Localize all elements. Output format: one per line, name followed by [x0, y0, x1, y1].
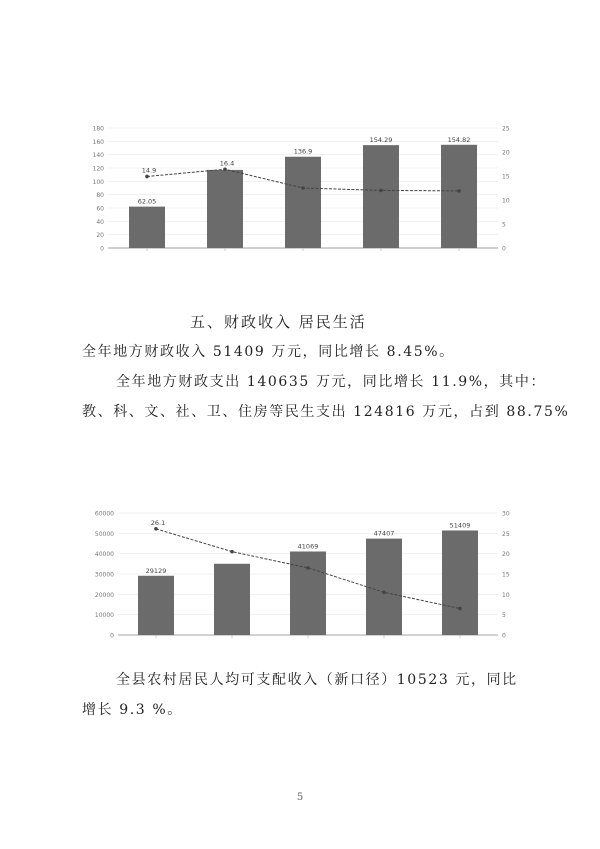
- line-point: [230, 550, 234, 554]
- line-point: [145, 175, 149, 179]
- y-tick-label: 40: [96, 218, 104, 226]
- y-tick-label: 80: [96, 192, 104, 200]
- bar: [214, 564, 250, 635]
- y2-tick-label: 25: [502, 530, 510, 538]
- line-label: 14.9: [141, 166, 157, 175]
- y-tick-label: 0: [100, 245, 104, 253]
- y-tick-label: 120: [92, 165, 104, 173]
- line-point: [379, 189, 383, 193]
- y-tick-label: 160: [92, 138, 104, 146]
- bar: [366, 539, 402, 635]
- line-point: [306, 566, 310, 570]
- y2-tick-label: 5: [502, 221, 506, 229]
- paragraph-rural-income: 全县农村居民人均可支配收入（新口径）10523 元，同比: [116, 672, 518, 688]
- bar: [207, 170, 243, 248]
- y-tick-label: 60: [96, 205, 104, 213]
- paragraph-rural-income-cont: 增长 9.3 %。: [82, 702, 183, 718]
- chart-2: [88, 467, 528, 652]
- bar: [363, 145, 399, 248]
- y-tick-label: 60000: [94, 510, 114, 518]
- y2-tick-label: 15: [502, 173, 510, 181]
- chart-1: [88, 92, 528, 272]
- page-number: 5: [296, 792, 304, 803]
- y2-tick-label: 5: [502, 612, 506, 620]
- chart-2-svg: [88, 467, 528, 652]
- y2-tick-label: 10: [502, 197, 510, 205]
- y2-tick-label: 10: [502, 591, 510, 599]
- bar-label: 154.82: [447, 135, 471, 144]
- line-point: [301, 186, 305, 190]
- line-point: [154, 527, 158, 531]
- y-tick-label: 40000: [94, 551, 114, 559]
- paragraph-expenditure: 全年地方财政支出 140635 万元，同比增长 11.9%，其中：: [116, 374, 547, 390]
- bar-label: 51409: [449, 521, 471, 530]
- bar: [442, 530, 478, 635]
- bar-label: 47407: [373, 529, 395, 538]
- bar: [129, 207, 165, 248]
- chart-1-svg: [88, 92, 528, 272]
- bar-label: 41069: [297, 542, 319, 551]
- y-tick-label: 100: [92, 178, 104, 186]
- bar: [138, 576, 174, 635]
- y2-tick-label: 20: [502, 551, 510, 559]
- y2-tick-label: 30: [502, 510, 510, 518]
- line-label: 16.4: [219, 159, 235, 168]
- line-point: [382, 591, 386, 595]
- line-point: [223, 167, 227, 171]
- y-tick-label: 180: [92, 125, 104, 133]
- bar: [290, 551, 326, 635]
- bar-label: 136.9: [293, 147, 313, 156]
- y2-tick-label: 20: [502, 149, 510, 157]
- y-tick-label: 10000: [94, 612, 114, 620]
- section-heading: 五、财政收入 居民生活: [190, 313, 367, 331]
- y-tick-label: 50000: [94, 530, 114, 538]
- y-tick-label: 20000: [94, 591, 114, 599]
- line-point: [458, 607, 462, 611]
- y2-tick-label: 0: [502, 632, 506, 640]
- y2-tick-label: 0: [502, 245, 506, 253]
- y2-tick-label: 25: [502, 125, 510, 133]
- y-tick-label: 20: [96, 232, 104, 240]
- bar: [285, 157, 321, 248]
- line-label: 26.1: [150, 518, 166, 527]
- line-point: [457, 189, 461, 193]
- paragraph-livelihood: 教、科、文、社、卫、住房等民生支出 124816 万元，占到 88.75%: [82, 404, 570, 420]
- y-tick-label: 30000: [94, 571, 114, 579]
- bar-label: 29129: [145, 566, 167, 575]
- y-tick-label: 140: [92, 152, 104, 160]
- bar-label: 62.05: [137, 197, 157, 206]
- bar-label: 154.29: [369, 136, 393, 145]
- paragraph-revenue: 全年地方财政收入 51409 万元，同比增长 8.45%。: [82, 344, 455, 360]
- y2-tick-label: 15: [502, 571, 510, 579]
- y-tick-label: 0: [110, 632, 114, 640]
- bar: [441, 145, 477, 248]
